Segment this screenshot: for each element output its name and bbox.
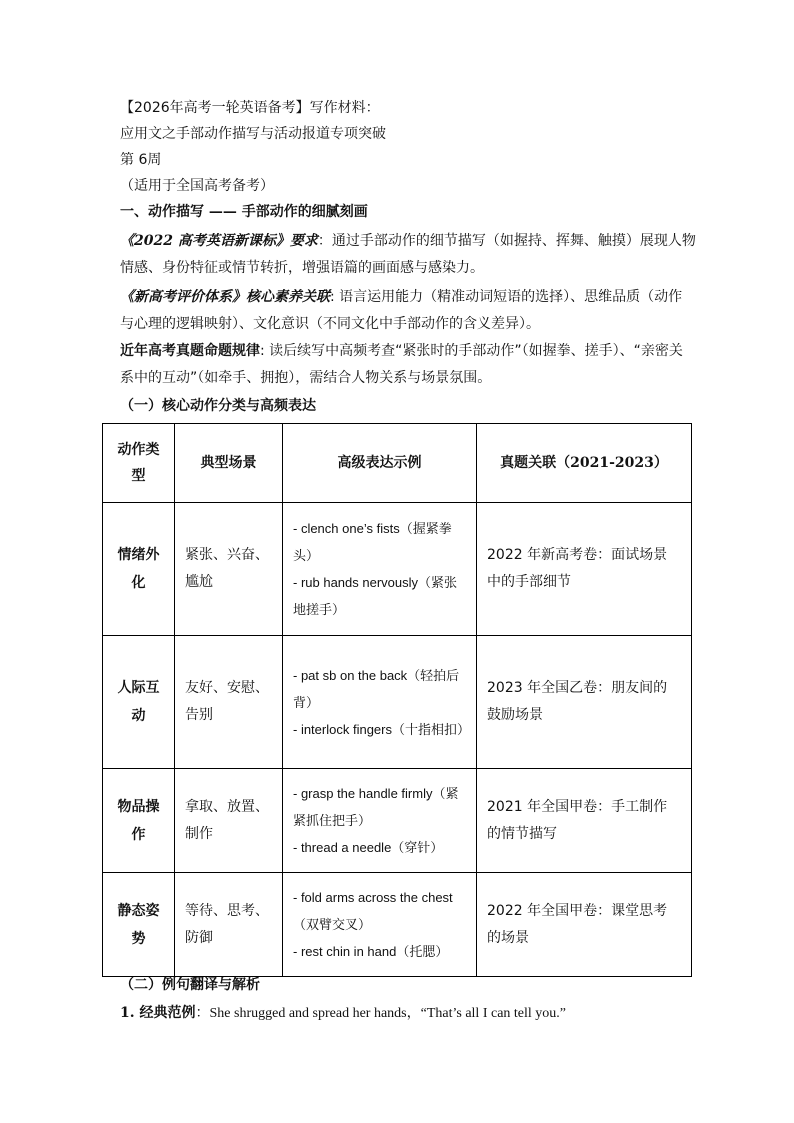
exam-pattern-label: 近年高考真题命题规律	[120, 343, 260, 359]
doc-title-line2: 应用文之手部动作描写与活动报道专项突破	[120, 126, 386, 142]
cell-exam: 2023 年全国乙卷：朋友间的鼓励场景	[477, 636, 692, 769]
cell-expressions	[283, 873, 477, 977]
table-row	[103, 503, 692, 636]
cell-category: 物品操作	[103, 769, 175, 873]
expression-item: - pat sb on the back（轻拍后背）	[293, 667, 460, 710]
example-sentence: ：She shrugged and spread her hands，“That’s all I can tell you.”	[195, 1006, 567, 1021]
example-label: 1. 经典范例	[120, 1005, 196, 1021]
requirement-text: ：通过手部动作的细节描写（如握持、挥舞、触摸）展现人物情感、身份特征或情节转折，增强语篇的画面感与感染力。	[120, 233, 696, 276]
literacy-paragraph	[120, 284, 696, 338]
table-row	[103, 769, 692, 873]
requirement-paragraph	[120, 228, 696, 282]
action-table	[102, 423, 692, 977]
expression-item: - thread a needle（穿针）	[293, 840, 444, 855]
section1-heading: 一、动作描写 —— 手部动作的细腻刻画	[120, 204, 368, 220]
cell-exam: 2022 年全国甲卷：课堂思考的场景	[477, 873, 692, 977]
expression-item: - fold arms across the chest（双臂交叉）	[293, 890, 453, 932]
table-row	[103, 873, 692, 977]
cell-category: 静态姿势	[103, 873, 175, 977]
col-header-exam: 真题关联（2021-2023）	[477, 424, 692, 503]
col-header-type: 动作类型	[103, 424, 175, 503]
doc-scope-line: （适用于全国高考备考）	[120, 178, 274, 194]
literacy-text: : 语言运用能力（精准动词短语的选择）、思维品质（动作与心理的逻辑映射）、文化意识（不同文化中手部动作的含义差异）。	[120, 289, 683, 332]
doc-title-line1: 【2026年高考一轮英语备考】写作材料：	[120, 100, 380, 116]
subsection2-heading: （二）例句翻译与解析	[120, 977, 260, 993]
col-header-scene: 典型场景	[175, 424, 283, 503]
cell-expressions	[283, 503, 477, 636]
requirement-label: 《2022 高考英语新课标》要求	[120, 233, 318, 249]
col-header-expression: 高级表达示例	[283, 424, 477, 503]
expression-item: - interlock fingers（十指相扣）	[293, 721, 470, 737]
cell-category: 人际互动	[103, 636, 175, 769]
expression-item: - rub hands nervously（紧张地搓手）	[293, 575, 458, 617]
exam-pattern-paragraph	[120, 338, 696, 392]
doc-week-line: 第 6周	[120, 152, 162, 168]
cell-scene: 等待、思考、防御	[175, 873, 283, 977]
cell-scene: 拿取、放置、制作	[175, 769, 283, 873]
cell-expressions	[283, 769, 477, 873]
cell-scene: 友好、安慰、告别	[175, 636, 283, 769]
expression-item: - clench one’s fists（握紧拳头）	[293, 521, 452, 563]
cell-category: 情绪外化	[103, 503, 175, 636]
table-header-row	[103, 424, 692, 503]
subsection1-heading: （一）核心动作分类与高频表达	[120, 398, 316, 414]
exam-pattern-text: : 读后续写中高频考查“紧张时的手部动作”（如握拳、搓手）、“亲密关系中的互动”（如牵手、拥抱），需结合人物关系与场景氛围。	[120, 343, 683, 386]
cell-expressions	[283, 636, 477, 769]
literacy-label: 《新高考评价体系》核心素养关联	[120, 289, 330, 305]
cell-scene: 紧张、兴奋、尴尬	[175, 503, 283, 636]
example-line	[120, 1000, 700, 1027]
expression-item: - rest chin in hand（托腮）	[293, 944, 449, 959]
cell-exam: 2021 年全国甲卷：手工制作的情节描写	[477, 769, 692, 873]
cell-exam: 2022 年新高考卷：面试场景中的手部细节	[477, 503, 692, 636]
table-row	[103, 636, 692, 769]
expression-item: - grasp the handle firmly（紧紧抓住把手）	[293, 786, 459, 828]
